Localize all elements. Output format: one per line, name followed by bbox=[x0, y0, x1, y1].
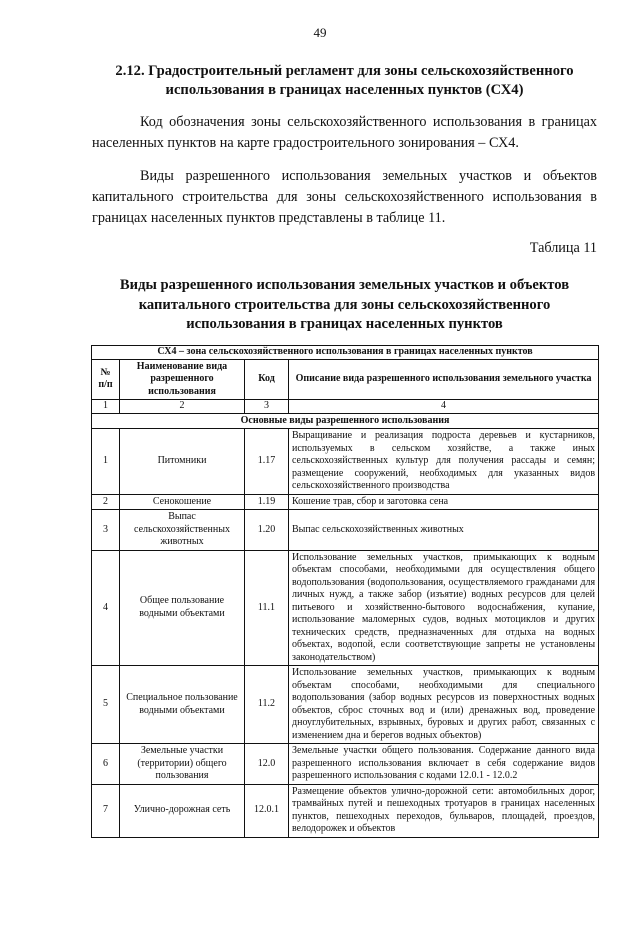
use-name: Питомники bbox=[120, 429, 245, 495]
use-code: 1.17 bbox=[245, 429, 289, 495]
use-description: Кошение трав, сбор и заготовка сена bbox=[289, 494, 599, 510]
use-description: Использование земельных участков, примыкающих к водным объектам способами, необходимыми для специального водопользования (забор водных ресурсов из поверхностных водных объектов, сброс сточных вод и (или) дренажных вод, проведение дноуглубительных, взрывных, буровых и других работ, связанных с изменением дна и берегов водных объектов) bbox=[289, 666, 599, 744]
table-row bbox=[92, 494, 599, 510]
table-row bbox=[92, 666, 599, 744]
row-number: 3 bbox=[92, 510, 120, 551]
use-code: 11.2 bbox=[245, 666, 289, 744]
table-row bbox=[92, 510, 599, 551]
row-number: 6 bbox=[92, 744, 120, 785]
column-number-row bbox=[92, 400, 599, 414]
use-name: Выпас сельскохозяйственных животных bbox=[120, 510, 245, 551]
use-code: 1.20 bbox=[245, 510, 289, 551]
table-caption: Таблица 11 bbox=[529, 240, 597, 256]
row-number: 4 bbox=[92, 550, 120, 666]
page-number: 49 bbox=[313, 25, 327, 40]
use-description: Выращивание и реализация подроста деревьев и кустарников, используемых в сельском хозяйстве, а также иных сельскохозяйственных культур для получения рассады и семян; размещение сооружений, необходимых для указанных видов сельскохозяйственного производства bbox=[289, 429, 599, 495]
paragraph-use-types bbox=[92, 166, 597, 229]
table-row bbox=[92, 744, 599, 785]
table-row bbox=[92, 784, 599, 837]
use-description: Размещение объектов улично-дорожной сети: автомобильных дорог, трамвайных путей и пешеходных тротуаров в границах населенных пунктов, пешеходных переходов, бульваров, площадей, проездов, велодорожек и объектов bbox=[289, 784, 599, 837]
row-number: 2 bbox=[92, 494, 120, 510]
column-header-description: Описание вида разрешенного использования земельного участка bbox=[289, 359, 599, 400]
use-description: Выпас сельскохозяйственных животных bbox=[289, 510, 599, 551]
use-name: Общее пользование водными объектами bbox=[120, 550, 245, 666]
column-number: 3 bbox=[245, 400, 289, 414]
column-header-code: Код bbox=[245, 359, 289, 400]
column-number: 2 bbox=[120, 400, 245, 414]
column-header-name: Наименование вида разрешенного использования bbox=[120, 359, 245, 400]
column-header-number: № п/п bbox=[92, 359, 120, 400]
section-title: 2.12. Градостроительный регламент для зоны сельскохозяйственного использования в границах населенных пунктов (СХ4) bbox=[115, 63, 574, 98]
column-number: 1 bbox=[92, 400, 120, 414]
use-types-table bbox=[91, 345, 599, 838]
use-code: 1.19 bbox=[245, 494, 289, 510]
use-name: Специальное пользование водными объектами bbox=[120, 666, 245, 744]
table-title: Виды разрешенного использования земельных участков и объектов капитального строительства для зоны сельскохозяйственного использования в границах населенных пунктов bbox=[119, 277, 570, 332]
paragraph-zone-code bbox=[92, 112, 597, 154]
row-number: 7 bbox=[92, 784, 120, 837]
paragraph-use-types-text: Виды разрешенного использования земельных участков и объектов капитального строительства для зоны сельскохозяйственного использования в границах населенных пунктов представлены в таблице 11. bbox=[92, 168, 597, 226]
use-code: 11.1 bbox=[245, 550, 289, 666]
zone-header: СХ4 – зона сельскохозяйственного использования в границах населенных пунктов bbox=[92, 346, 599, 360]
use-code: 12.0.1 bbox=[245, 784, 289, 837]
use-name: Земельные участки (территории) общего пользования bbox=[120, 744, 245, 785]
use-name: Сенокошение bbox=[120, 494, 245, 510]
use-name: Улично-дорожная сеть bbox=[120, 784, 245, 837]
group-header: Основные виды разрешенного использования bbox=[92, 413, 599, 429]
use-description: Земельные участки общего пользования. Содержание данного вида разрешенного использования включает в себя содержание видов разрешенного использования с кодами 12.0.1 - 12.0.2 bbox=[289, 744, 599, 785]
row-number: 5 bbox=[92, 666, 120, 744]
use-description: Использование земельных участков, примыкающих к водным объектам способами, необходимыми для осуществления общего водопользования (водопользования, осуществляемого гражданами для личных нужд, а также забор (изъятие) водных ресурсов для целей питьевого и хозяйственно-бытового водоснабжения, купание, использование маломерных судов, водных мотоциклов и других технических средств, предназначенных для отдыха на водных объектах, водопой, если соответствующие запреты не установлены законодательством) bbox=[289, 550, 599, 666]
use-code: 12.0 bbox=[245, 744, 289, 785]
column-number: 4 bbox=[289, 400, 599, 414]
table-header-row bbox=[92, 359, 599, 400]
table-row bbox=[92, 429, 599, 495]
table-row bbox=[92, 550, 599, 666]
row-number: 1 bbox=[92, 429, 120, 495]
paragraph-zone-code-text: Код обозначения зоны сельскохозяйственного использования в границах населенных пунктов на карте градостроительного зонирования – СХ4. bbox=[92, 114, 597, 151]
